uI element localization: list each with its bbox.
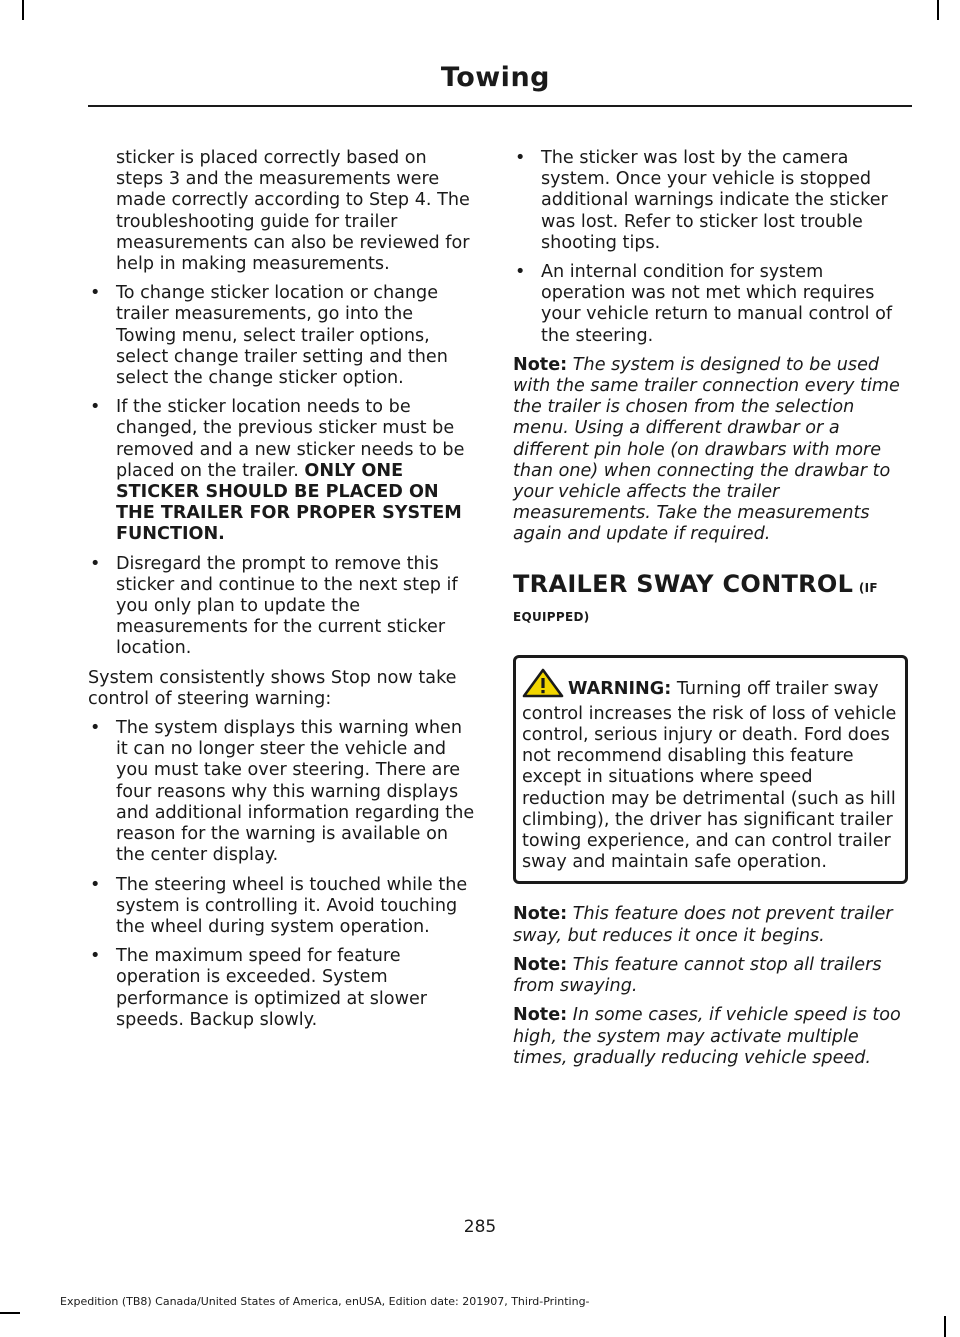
list-item-emphasis: ONLY ONE STICKER SHOULD BE PLACED ON THE TRAILER FOR PROPER SYSTEM FUNCTION. [116,460,462,545]
list-item-text: The steering wheel is touched while the system is controlling it. Avoid touching the wheel during system operation. [116,874,468,937]
bullet-icon: • [90,283,101,304]
list-item-text: The system displays this warning when it can no longer steer the vehicle and you must take over steering. There are four reasons why this warning displays and additional information regarding the reason for the warning is available on the center display. [116,718,475,866]
warning-triangle-icon [522,668,564,704]
note-text: In some cases, if vehicle speed is too high, the system may activate multiple times, gradually reducing vehicle speed. [513,1005,901,1068]
warning-label: WARNING: [568,678,672,699]
crop-mark-bottom-left [0,1312,20,1314]
section-heading-suffix: (IF [858,580,878,595]
bullet-list-sticker [88,283,476,659]
section-heading-suffix: EQUIPPED) [513,609,590,624]
system-warning-paragraph: System consistently shows Stop now take control of steering warning: [88,667,457,709]
crop-mark-bottom-right [944,1316,946,1337]
bullet-list-reasons-continued [513,148,908,347]
warning-box [513,655,908,885]
list-item-text: If the sticker location needs to be changed, the previous sticker must be removed and a new sticker needs to be placed on the trailer. [116,397,465,481]
bullet-icon: • [515,262,526,283]
list-item [88,718,476,866]
crop-mark-top-right [937,0,939,20]
warning-text: Turning off trailer sway control increases the risk of loss of vehicle control, serious injury or death. Ford does not recommend disabling this feature except in situations where speed reduction may be detrimental (such as hill climbing), the driver has significant trailer towing experience, and can control trailer sway and maintain safe operation. [522,678,897,873]
list-item-text: The sticker was lost by the camera system. Once your vehicle is stopped additional warnings indicate the sticker was lost. Refer to sticker lost trouble shooting tips. [541,148,888,253]
header-divider [88,105,912,107]
bullet-icon: • [90,874,101,895]
note-paragraph [513,1005,908,1069]
continued-paragraph: sticker is placed correctly based on steps 3 and the measurements were made correctly according to Step 4. The troubleshooting guide for trailer measurements can also be reviewed for help in making measurements. [116,148,470,275]
bullet-icon: • [90,718,101,739]
note-text: This feature does not prevent trailer sway, but reduces it once it begins. [513,904,893,946]
left-column [88,148,476,1039]
list-item [88,946,476,1031]
list-item [88,283,476,389]
list-item [88,554,476,660]
note-label: Note: [513,354,568,375]
note-paragraph [513,355,908,546]
crop-mark-top-left [22,0,24,20]
note-label: Note: [513,1005,568,1026]
list-item [513,148,908,254]
bullet-icon: • [90,946,101,967]
note-label: Note: [513,954,568,975]
list-item [513,262,908,347]
list-item-text: To change sticker location or change trailer measurements, go into the Towing menu, select trailer options, select change trailer setting and then select the change sticker option. [116,283,448,389]
note-label: Note: [513,904,568,925]
bullet-list-reasons [88,718,476,1031]
list-item [88,875,476,939]
bullet-icon: • [515,148,526,168]
note-paragraph [513,904,908,946]
section-heading [513,570,908,631]
list-item-text: An internal condition for system operation was not met which requires your vehicle return to manual control of the steering. [541,262,893,346]
edition-footer: Expedition (TB8) Canada/United States of America, enUSA, Edition date: 201907, Third-Printing- [60,1295,590,1308]
bullet-icon: • [90,397,101,418]
note-paragraph [513,955,908,997]
list-item [88,397,476,545]
note-text: This feature cannot stop all trailers from swaying. [513,954,882,997]
bullet-icon: • [90,553,101,574]
section-heading-title: TRAILER SWAY CONTROL [513,569,854,598]
page-title: Towing [440,62,550,93]
right-column [513,148,908,1077]
page-number: 285 [463,1217,497,1237]
note-text: The system is designed to be used with the same trailer connection every time the trailer is chosen from the selection menu. Using a different drawbar or a different pin hole (on drawbars with more than one) when connecting the drawbar to your vehicle affects the trailer measurements. Take the measurements again and update if required. [513,354,900,545]
list-item-text: The maximum speed for feature operation is exceeded. System performance is optimized at slower speeds. Backup slowly. [116,946,428,1030]
list-item-text: Disregard the prompt to remove this sticker and continue to the next step if you only plan to update the measurements for the current sticker location. [116,553,458,659]
